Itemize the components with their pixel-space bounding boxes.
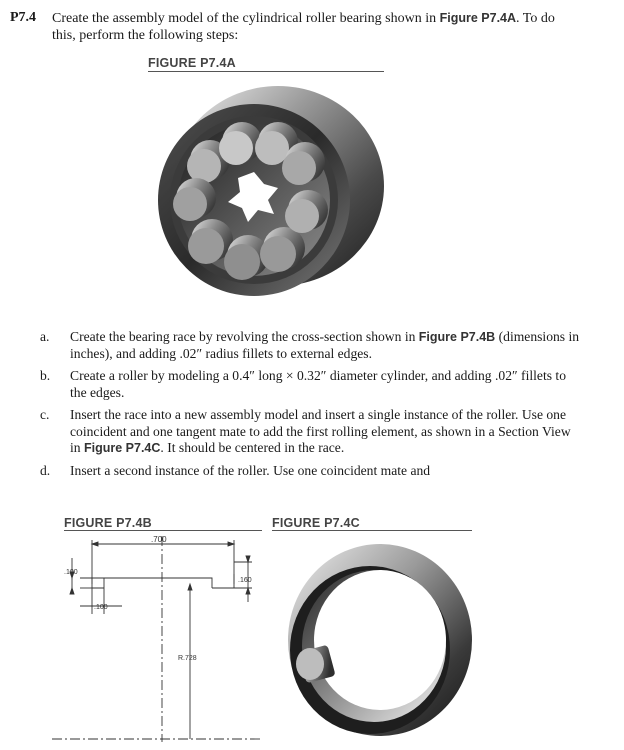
intro-figure-ref: Figure P7.4A [439, 11, 517, 25]
figure-c-label: FIGURE P7.4C [272, 516, 360, 530]
race-bore [314, 570, 446, 710]
arrow-heads [188, 584, 192, 590]
step-text [70, 329, 580, 362]
step-text-part: Insert a second instance of the roller. Use one coincident mate and [70, 462, 431, 478]
dim-wall-label: .100 [94, 604, 108, 611]
step-text-part: (dimensions in inches), and adding .02″ radius fillets to external edges. [70, 329, 580, 361]
bearing-assembly-figure [150, 80, 390, 310]
figure-a-label: FIGURE P7.4A [148, 56, 236, 70]
step-letter: b. [40, 368, 51, 383]
step-letter: d. [40, 462, 51, 478]
step-text-part: . It should be centered in the race. [160, 440, 345, 455]
step-c [40, 407, 580, 457]
section-view-figure [270, 540, 480, 745]
intro-text: Create the assembly model of the cylindrical roller bearing shown in [52, 11, 437, 26]
step-text-part: Create the bearing race by revolving the cross-section shown in [70, 329, 419, 344]
dim-left-height-label: .100 [64, 569, 78, 576]
step-figure-ref: Figure P7.4C [83, 441, 161, 455]
step-a [40, 329, 580, 362]
dim-right-height-label: .160 [238, 577, 252, 584]
problem-intro [52, 10, 572, 44]
step-b [40, 368, 580, 401]
figure-b-rule [64, 530, 262, 531]
step-text-part: Insert the race into a new assembly model and insert a single instance of the roller. Use one coincident and one tangent mate to add the first rolling element, as shown in a Section View in [70, 407, 571, 455]
profile-left [92, 578, 104, 588]
step-letter: a. [40, 329, 50, 344]
figure-b-label: FIGURE P7.4B [64, 516, 152, 530]
dim-radius-label: R.728 [178, 655, 197, 662]
profile-right [212, 574, 234, 588]
profile-top [104, 578, 212, 588]
intro-tail: . To do this, perform the following steps: [52, 11, 555, 43]
cross-section-drawing [52, 534, 272, 744]
step-text [70, 463, 580, 480]
step-d [40, 463, 580, 480]
step-letter: c. [40, 407, 50, 422]
problem-number: P7.4 [10, 10, 37, 25]
step-text-part: Create a roller by modeling a 0.4″ long × 0.32″ diameter cylinder, and adding .02″ fillets to the edges. [70, 368, 566, 400]
figure-c-rule [272, 530, 472, 531]
step-text [70, 407, 580, 457]
step-text [70, 368, 580, 401]
figure-a-rule [148, 71, 384, 72]
dim-width-label: .700 [151, 535, 167, 544]
step-figure-ref: Figure P7.4B [418, 330, 496, 344]
step-list [40, 329, 580, 485]
